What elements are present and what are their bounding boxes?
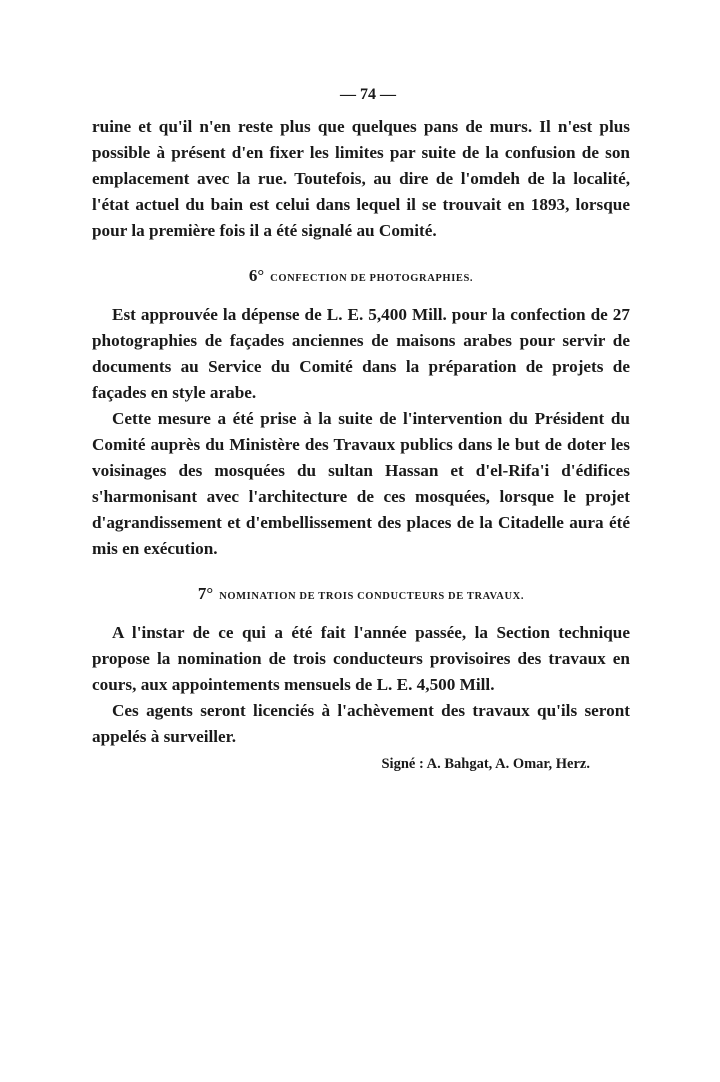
section-6-paragraph-1: Est approuvée la dépense de L. E. 5,400 Mill. pour la confection de 27 photographies de façades anciennes de maisons arabes pour servir de documents au Service du Comité dans la préparation de projets de façades en style arabe. — [92, 305, 630, 402]
section-6-heading — [92, 266, 630, 286]
section-7-heading — [92, 584, 630, 604]
section-6-title: CONFECTION DE PHOTOGRAPHIES. — [270, 273, 474, 284]
signature-line: Signé : A. Bahgat, A. Omar, Herz. — [381, 756, 590, 772]
section-7-paragraph-2: Ces agents seront licenciés à l'achèvement des travaux qu'ils seront appelés à surveiller. — [92, 701, 630, 746]
section-6-number: 6° — [248, 266, 265, 285]
page-number: — 74 — — [340, 86, 396, 103]
section-7-title: NOMINATION DE TROIS CONDUCTEURS DE TRAVAUX. — [219, 591, 525, 602]
section-7-number: 7° — [197, 584, 214, 603]
section-7-paragraph-1: A l'instar de ce qui a été fait l'année passée, la Section technique propose la nomination de trois conducteurs provisoires des travaux en cours, aux appointements mensuels de L. E. 4,500 Mill. — [92, 623, 630, 694]
section-6-paragraph-2: Cette mesure a été prise à la suite de l'intervention du Président du Comité auprès du Ministère des Travaux publics dans le but de doter les voisinages des mosquées du sultan Hassan et d'el-Rifa'i d'édifices s'harmonisant avec l'architecture de ces mosquées, lorsque le projet d'agrandissement et d'embellissement des places de la Citadelle aura été mis en exécution. — [92, 409, 630, 558]
document-page — [92, 86, 630, 773]
intro-paragraph: ruine et qu'il n'en reste plus que quelques pans de murs. Il n'est plus possible à présent d'en fixer les limites par suite de la confusion de son emplacement avec la rue. Toutefois, au dire de l'omdeh de la localité, l'état actuel du bain est celui dans lequel il se trouvait en 1893, lorsque pour la première fois il a été signalé au Comité. — [92, 117, 630, 240]
